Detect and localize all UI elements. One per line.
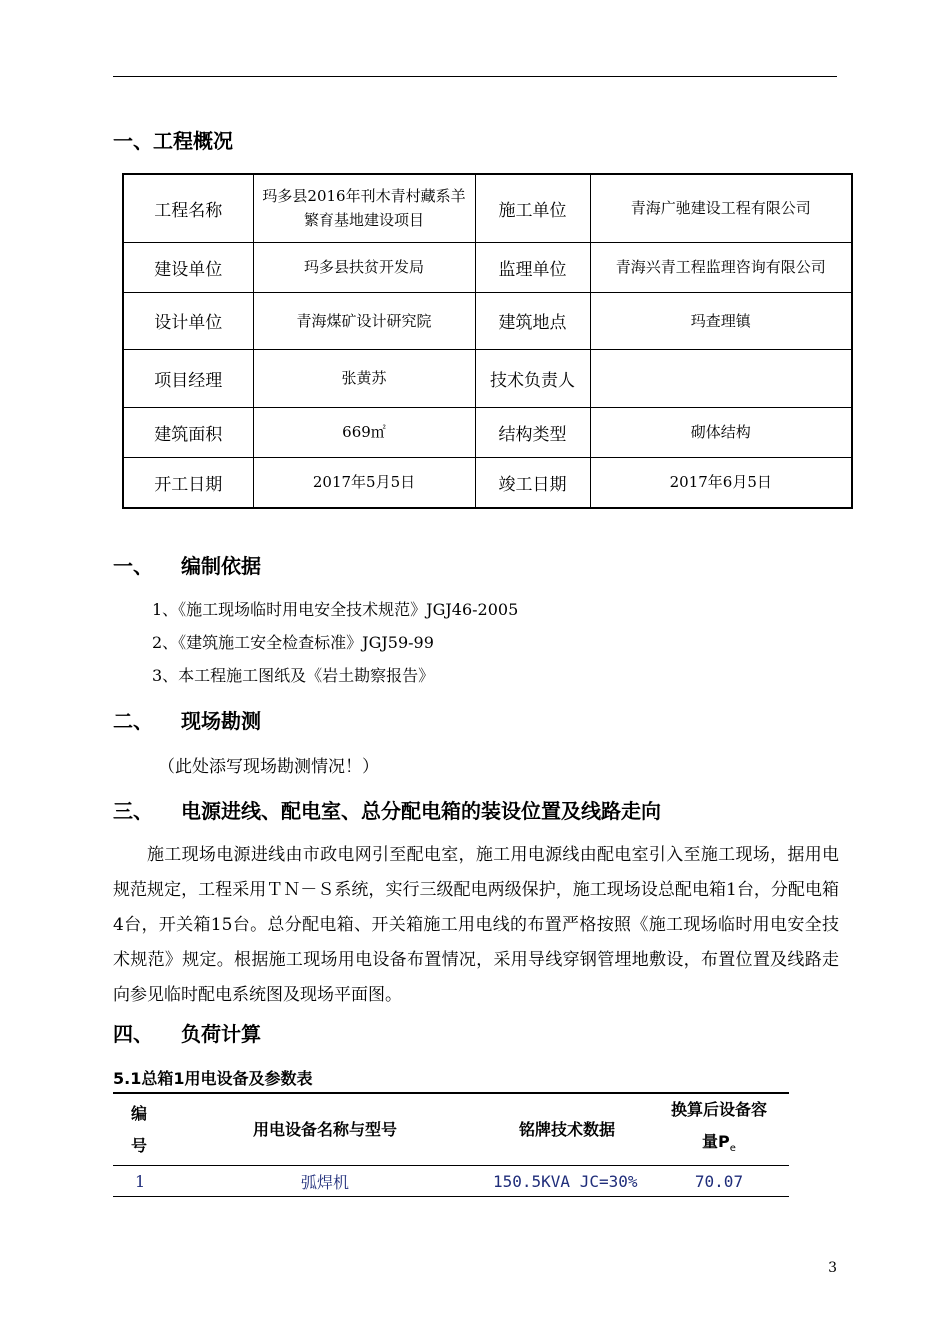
label-cell: 施工单位 [475, 174, 590, 242]
table-header-row [113, 1093, 789, 1166]
project-info-table [122, 173, 853, 509]
heading-number: 一、 [113, 554, 153, 578]
value-cell: 玛多县扶贫开发局 [253, 242, 475, 292]
table-row [123, 457, 852, 508]
label-cell: 开工日期 [123, 457, 253, 508]
label-cell: 建设单位 [123, 242, 253, 292]
value-cell: 青海广驰建设工程有限公司 [590, 174, 852, 242]
header-capacity: 换算后设备容量$P_e$ [649, 1093, 789, 1166]
value-cell [590, 349, 852, 407]
cell-capacity: 70.07 [649, 1166, 789, 1197]
basis-item: 2、《建筑施工安全检查标准》JGJ59-99 [152, 633, 434, 652]
heading-title: 负荷计算 [181, 1022, 261, 1046]
value-cell: 玛多县2016年刊木青村藏系羊繁育基地建设项目 [253, 174, 475, 242]
heading-basis [113, 550, 261, 579]
cell-no: 1 [113, 1166, 165, 1197]
heading-number: 四、 [113, 1022, 153, 1046]
basis-item: 1、《施工现场临时用电安全技术规范》JGJ46-2005 [152, 600, 519, 619]
table-row [123, 292, 852, 349]
basis-item: 3、本工程施工图纸及《岩土勘察报告》 [152, 666, 435, 685]
heading-number: 三、 [113, 799, 153, 823]
label-cell: 竣工日期 [475, 457, 590, 508]
heading-overview [113, 125, 233, 154]
value-cell: 669㎡ [253, 407, 475, 457]
header-spec: 铭牌技术数据 [485, 1093, 649, 1166]
heading-power [113, 795, 661, 824]
label-cell: 结构类型 [475, 407, 590, 457]
table-row [123, 174, 852, 242]
table-row [123, 407, 852, 457]
equipment-table [113, 1092, 789, 1197]
label-cell: 项目经理 [123, 349, 253, 407]
cell-name: 弧焊机 [165, 1166, 485, 1197]
value-cell: 张黄苏 [253, 349, 475, 407]
value-cell: 青海兴青工程监理咨询有限公司 [590, 242, 852, 292]
header-no: 编号 [113, 1093, 165, 1166]
heading-number: 二、 [113, 709, 153, 733]
header-name: 用电设备名称与型号 [165, 1093, 485, 1166]
table-row [123, 242, 852, 292]
heading-title: 编制依据 [181, 554, 261, 578]
heading-title: 现场勘测 [181, 709, 261, 733]
label-cell: 技术负责人 [475, 349, 590, 407]
value-cell: 2017年6月5日 [590, 457, 852, 508]
value-cell: 青海煤矿设计研究院 [253, 292, 475, 349]
label-cell: 设计单位 [123, 292, 253, 349]
heading-title: 工程概况 [153, 129, 233, 153]
table-row [123, 349, 852, 407]
power-paragraph: 施工现场电源进线由市政电网引至配电室，施工用电源线由配电室引入至施工现场，据用电规范规定，工程采用ＴＮ－Ｓ系统，实行三级配电两级保护，施工现场设总配电箱1台，分配电箱4台，开关箱15台。总分配电箱、开关箱施工用电线的布置严格按照《施工现场临时用电安全技术规范》规定。根据施工现场用电设备布置情况，采用导线穿钢管埋地敷设，布置位置及线路走向参见临时配电系统图及现场平面图。 [113, 845, 839, 1005]
value-cell: 2017年5月5日 [253, 457, 475, 508]
label-cell: 监理单位 [475, 242, 590, 292]
heading-load [113, 1018, 261, 1047]
heading-number: 一、 [113, 129, 153, 153]
header-rule [113, 76, 837, 77]
cell-spec: 150.5KVA JC=30% [485, 1166, 649, 1197]
subsection-title: 5.1总箱1用电设备及参数表 [113, 1069, 313, 1088]
survey-note: （此处添写现场勘测情况！） [158, 757, 379, 777]
table-row [113, 1166, 789, 1197]
value-cell: 玛查理镇 [590, 292, 852, 349]
value-cell: 砌体结构 [590, 407, 852, 457]
label-cell: 建筑地点 [475, 292, 590, 349]
label-cell: 工程名称 [123, 174, 253, 242]
label-cell: 建筑面积 [123, 407, 253, 457]
heading-title: 电源进线、配电室、总分配电箱的装设位置及线路走向 [181, 799, 661, 823]
page-number: 3 [828, 1260, 837, 1276]
heading-survey [113, 705, 261, 734]
